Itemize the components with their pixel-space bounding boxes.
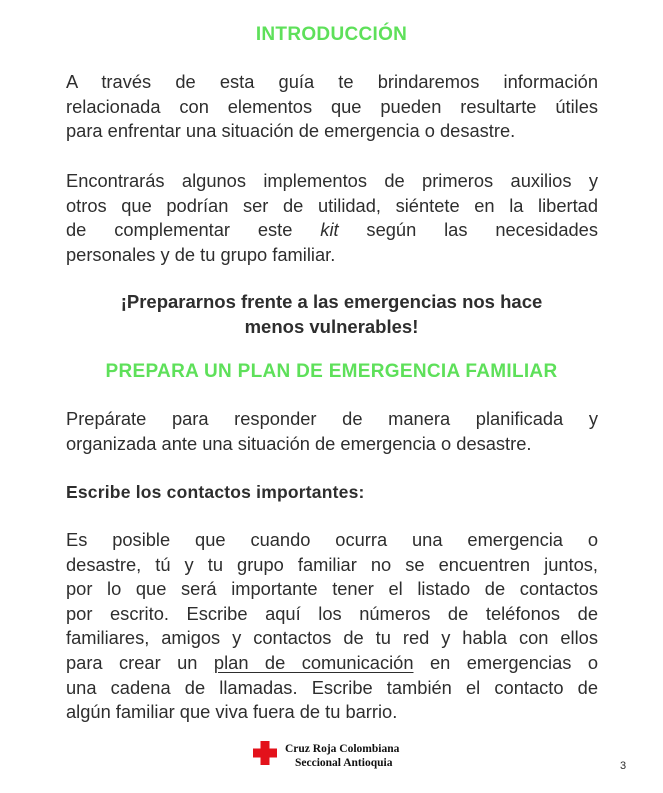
slogan-line: ¡Prepararnos frente a las emergencias nos hace — [120, 291, 543, 312]
plan-paragraph-2 — [66, 528, 598, 725]
slogan-line: menos vulnerables! — [244, 315, 419, 337]
intro-paragraph-1 — [66, 70, 598, 144]
text-fragment: según las necesidades — [338, 219, 598, 241]
text-line: Prepárate para responder de manera planificada y — [66, 408, 598, 429]
text-fragment: para crear un — [66, 651, 214, 673]
text-line: algún familiar que viva fuera de tu barrio. — [66, 701, 398, 723]
red-cross-icon — [252, 740, 278, 766]
text-line: una cadena de llamadas. Escribe también el contacto de — [66, 676, 598, 698]
slogan — [0, 290, 663, 339]
plan-paragraph-1 — [66, 407, 598, 456]
text-line: organizada ante una situación de emergencia o desastre. — [66, 432, 532, 454]
text-fragment: en emergencias o — [413, 651, 599, 673]
text-fragment: de complementar este — [66, 219, 321, 241]
intro-paragraph-2 — [66, 169, 598, 267]
page-number: 3 — [620, 760, 627, 772]
organization-name — [285, 743, 399, 770]
text-line: otros que podrían ser de utilidad, siéntete en la libertad — [66, 194, 598, 216]
text-line: personales y de tu grupo familiar. — [66, 243, 336, 265]
plan-de-comunicacion-underlined: plan de comunicación — [213, 651, 414, 673]
text-line: familiares, amigos y contactos de tu red y habla con ellos — [66, 627, 598, 649]
text-line: relacionada con elementos que pueden resultarte útiles — [66, 95, 598, 117]
text-line: Es posible que cuando ocurra una emergencia o — [66, 529, 598, 550]
plan-heading: PREPARA UN PLAN DE EMERGENCIA FAMILIAR — [105, 361, 558, 382]
text-line: por lo que será importante tener el listado de contactos — [66, 578, 598, 600]
text-line: para enfrentar una situación de emergencia o desastre. — [66, 120, 516, 142]
text-line: desastre, tú y tu grupo familiar no se encuentren juntos, — [66, 553, 598, 575]
text-line: A través de esta guía te brindaremos información — [66, 71, 598, 92]
text-line — [66, 218, 598, 243]
text-line: Encontrarás algunos implementos de primeros auxilios y — [66, 170, 598, 191]
contacts-subheading: Escribe los contactos importantes: — [66, 482, 365, 502]
text-line: por escrito. Escribe aquí los números de teléfonos de — [66, 602, 598, 624]
org-line-2: Seccional Antioquia — [295, 756, 393, 769]
text-line — [66, 651, 598, 676]
org-line-1: Cruz Roja Colombiana — [285, 743, 400, 755]
intro-heading: INTRODUCCIÓN — [255, 24, 408, 45]
italic-kit: kit — [320, 219, 339, 241]
